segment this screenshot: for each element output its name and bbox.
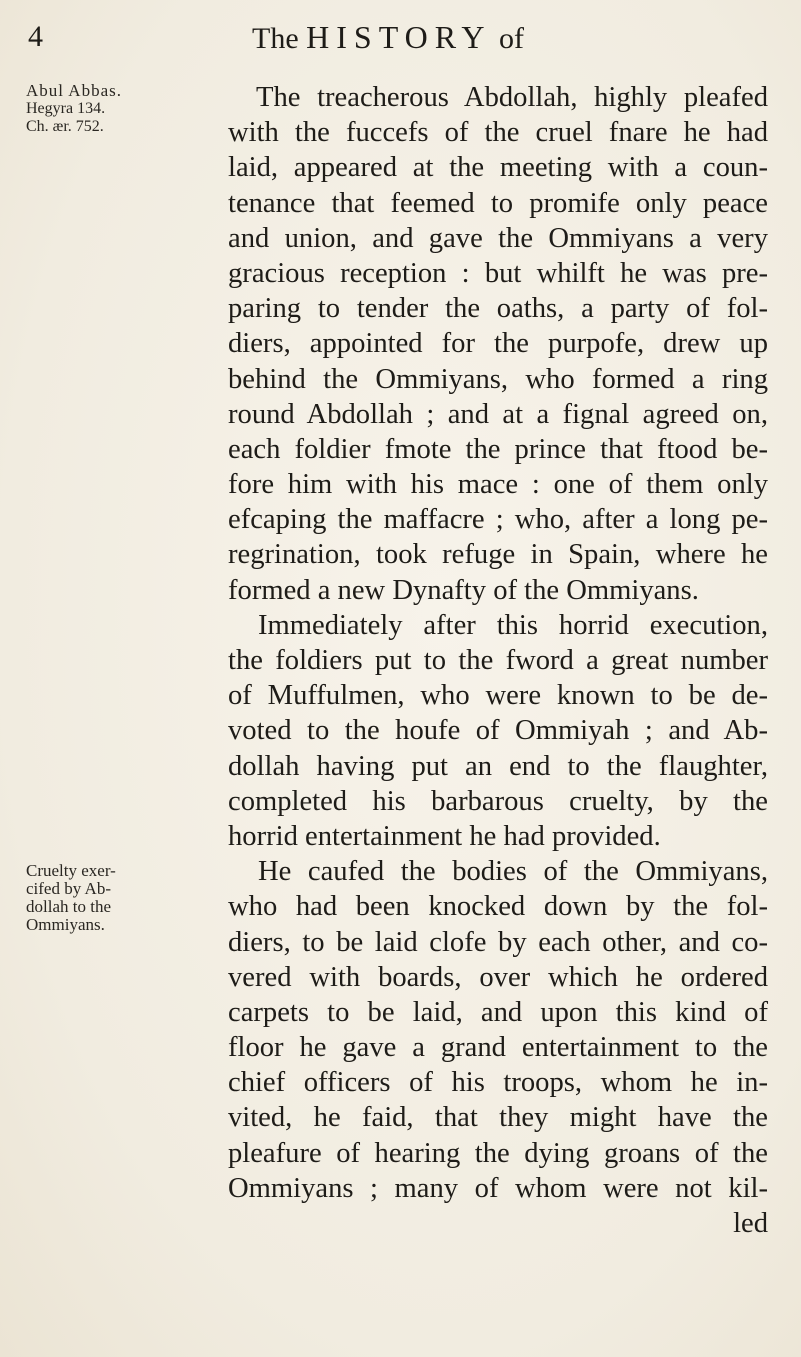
text-line: who had been knocked down by the fol- xyxy=(228,891,768,923)
page-number: 4 xyxy=(28,20,43,53)
text-line: with the fuccefs of the cruel fnare he had xyxy=(228,117,768,149)
text-line: laid, appeared at the meeting with a coun- xyxy=(228,152,768,184)
text-line: each foldier fmote the prince that ftood be- xyxy=(228,433,768,465)
text-line: behind the Ommiyans, who formed a ring xyxy=(228,363,768,395)
margin-note-cruelty xyxy=(26,862,138,934)
text-line: carpets to be laid, and upon this kind of xyxy=(228,996,768,1028)
text-line: formed a new Dynafty of the Ommiyans. xyxy=(228,574,699,606)
text-line: fore him with his mace : one of them only xyxy=(228,469,768,501)
text-line: and union, and gave the Ommiyans a very xyxy=(228,222,768,254)
catchword: led xyxy=(733,1208,768,1239)
text-line: floor he gave a grand entertainment to the xyxy=(228,1032,768,1064)
running-head-title: HISTORY xyxy=(306,19,492,55)
text-line: tenance that feemed to promife only peace xyxy=(228,187,768,219)
margin-note-line: Cruelty exer- xyxy=(26,861,116,880)
text-line: of Muffulmen, who were known to be de- xyxy=(228,680,768,712)
text-line: Immediately after this horrid execution, xyxy=(258,609,768,641)
text-line: diers, to be laid clofe by each other, and co- xyxy=(228,926,768,958)
text-line: dollah having put an end to the flaughter, xyxy=(228,750,768,782)
text-line: Ommiyans ; many of whom were not kil- xyxy=(228,1172,768,1204)
running-head xyxy=(252,20,524,56)
margin-note-line: Hegyra 134. xyxy=(26,100,106,117)
margin-note-reign xyxy=(26,82,138,136)
text-line: completed his barbarous cruelty, by the xyxy=(228,785,768,817)
running-head-pre: The xyxy=(252,22,307,55)
running-head-post: of xyxy=(491,22,524,55)
text-line: round Abdollah ; and at a fignal agreed on, xyxy=(228,398,768,430)
text-line: chief officers of his troops, whom he in- xyxy=(228,1067,768,1099)
text-line: vited, he faid, that they might have the xyxy=(228,1102,768,1134)
text-line: regrination, took refuge in Spain, where he xyxy=(228,539,768,571)
text-line: The treacherous Abdollah, highly pleafed xyxy=(256,82,768,113)
margin-note-line: Ommiyans. xyxy=(26,915,105,934)
text-line: efcaping the maffacre ; who, after a long pe- xyxy=(228,504,768,536)
text-line: vered with boards, over which he ordered xyxy=(228,961,768,993)
margin-note-line: dollah to the xyxy=(26,897,111,916)
text-line: He caufed the bodies of the Ommiyans, xyxy=(258,856,768,888)
margin-note-line: cifed by Ab- xyxy=(26,879,111,898)
text-line: gracious reception : but whilft he was pre- xyxy=(228,257,768,289)
text-line: horrid entertainment he had provided. xyxy=(228,820,661,852)
text-line: diers, appointed for the purpofe, drew up xyxy=(228,328,768,360)
margin-note-line: Ch. ær. 752. xyxy=(26,118,104,135)
page-header xyxy=(0,14,801,64)
body-text xyxy=(228,80,768,1241)
text-line: pleafure of hearing the dying groans of the xyxy=(228,1137,768,1169)
text-line: paring to tender the oaths, a party of fol- xyxy=(228,293,768,325)
text-line: voted to the houfe of Ommiyah ; and Ab- xyxy=(228,715,768,747)
margin-note-line: Abul Abbas. xyxy=(26,81,122,100)
text-line: the foldiers put to the fword a great number xyxy=(228,645,768,676)
